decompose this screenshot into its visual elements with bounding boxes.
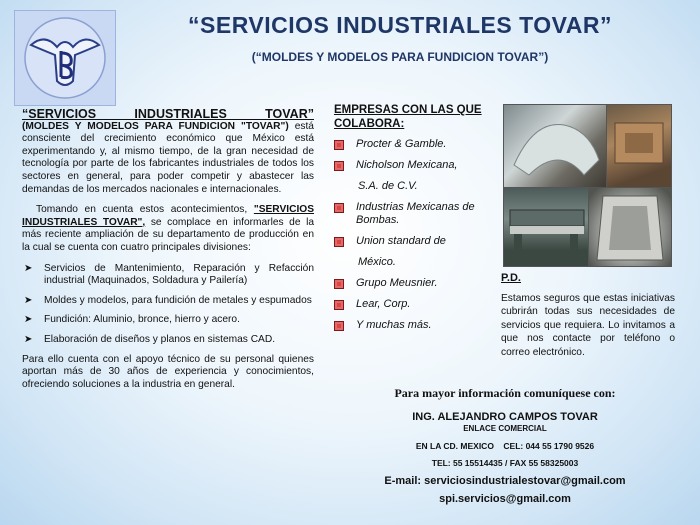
client-name: Y muchas más.	[356, 319, 432, 331]
arrow-bullet-icon: ➤	[24, 294, 33, 306]
intro-text: está consciente del crecimiento económico que México está experimentando y, al mismo tiempo, de la gran necesidad de tecnología por parte de los fabricantes industriales de todos los sectores en general, para poder competir y abastecer las demandas de los mercados nacionales e internacionales.	[22, 120, 314, 195]
contact-phones: TEL: 55 15514435 / FAX 55 58325003	[431, 458, 579, 468]
expansion-paragraph	[22, 204, 314, 254]
mold-shape	[504, 105, 606, 187]
division-label: Servicios de Mantenimiento, Reparación y Refacción industrial (Maquinados, Soldadura y Pailería)	[44, 262, 314, 287]
list-item	[22, 263, 314, 288]
client-name: Nicholson Mexicana,	[356, 159, 458, 171]
expansion-pre: Tomando en cuenta estos acontecimientos,	[36, 204, 248, 216]
list-item	[334, 159, 494, 193]
list-item	[334, 277, 494, 290]
contact-name: ING. ALEJANDRO CAMPOS TOVAR	[412, 411, 598, 423]
square-bullet-icon	[334, 300, 344, 310]
clients-heading: EMPRESAS CON LAS QUE COLABORA:	[334, 104, 482, 130]
client-name: Industrias Mexicanas de Bombas.	[356, 201, 475, 226]
client-name-cont: S.A. de C.V.	[358, 180, 418, 192]
divisions-list	[22, 263, 314, 347]
list-item	[334, 138, 494, 151]
square-bullet-icon	[334, 279, 344, 289]
pd-text: Estamos seguros que estas iniciativas cubrirán todas sus necesidades de servicios que requiera. Lo invitamos a que nos contacte por teléfono o correo electrónico.	[501, 293, 675, 358]
contact-location: EN LA CD. MEXICO CEL: 044 55 1790 9526	[415, 441, 595, 451]
closing-paragraph: Para ello cuenta con el apoyo técnico de su personal quienes aportan más de 30 años de experiencia y conocimientos, ofreciendo soluciones a la industria en general.	[22, 353, 314, 390]
square-bullet-icon	[334, 161, 344, 171]
client-name: Grupo Meusnier.	[356, 277, 438, 289]
mold-photo	[503, 104, 607, 188]
contact-role: ENLACE COMERCIAL	[463, 424, 547, 433]
list-item	[334, 235, 494, 269]
client-name: Procter & Gamble.	[356, 138, 447, 150]
company-logo	[14, 10, 116, 106]
pattern-shape	[607, 105, 671, 187]
intro-lead: (MOLDES Y MODELOS PARA FUNDICION "TOVAR")	[22, 120, 289, 132]
page-subtitle: (“MOLDES Y MODELOS PARA FUNDICION TOVAR”)	[251, 50, 549, 64]
division-label: Fundición: Aluminio, bronce, hierro y acero.	[44, 314, 240, 326]
page-title: “SERVICIOS INDUSTRIALES TOVAR”	[188, 12, 612, 38]
list-item	[22, 334, 314, 347]
list-item	[334, 201, 494, 227]
square-bullet-icon	[334, 203, 344, 213]
pd-heading: P.D.	[501, 272, 521, 284]
arrow-bullet-icon: ➤	[24, 262, 33, 274]
contact-email-primary[interactable]: E-mail: serviciosindustrialestovar@gmail.com	[384, 475, 626, 487]
intro-section	[22, 108, 314, 399]
client-name: Lear, Corp.	[356, 298, 411, 310]
arrow-bullet-icon: ➤	[24, 333, 33, 345]
contact-block	[340, 386, 670, 511]
list-item	[334, 319, 494, 332]
intro-paragraph	[22, 121, 314, 197]
contact-heading: Para mayor información comuníquese con:	[394, 386, 616, 400]
expansion-post: se complace en informarles de la más reciente ampliación de su departamento de producción en la cual se cuenta con cuatro principales divisiones:	[22, 216, 314, 253]
contact-email-secondary[interactable]: spi.servicios@gmail.com	[439, 493, 571, 505]
square-bullet-icon	[334, 321, 344, 331]
wooden-pattern-photo	[606, 104, 672, 188]
client-name: Union standard de	[356, 235, 446, 247]
list-item	[22, 295, 314, 308]
division-label: Elaboración de diseños y planos en sistemas CAD.	[44, 333, 276, 345]
list-item	[334, 298, 494, 311]
division-label: Moldes y modelos, para fundición de metales y espumados	[44, 294, 312, 306]
lathe-shape	[504, 188, 589, 266]
lathe-photo	[503, 187, 590, 267]
intro-company-name: “SERVICIOS INDUSTRIALES TOVAR”	[22, 107, 314, 121]
cast-shape	[589, 188, 671, 266]
square-bullet-icon	[334, 237, 344, 247]
square-bullet-icon	[334, 140, 344, 150]
expansion-company: "SERVICIOS INDUSTRIALES TOVAR",	[22, 204, 314, 228]
list-item	[22, 314, 314, 327]
logo-emblem-icon	[15, 11, 115, 105]
cast-part-photo	[588, 187, 672, 267]
arrow-bullet-icon: ➤	[24, 314, 33, 326]
clients-list	[334, 138, 494, 340]
client-name-cont: México.	[358, 256, 396, 268]
